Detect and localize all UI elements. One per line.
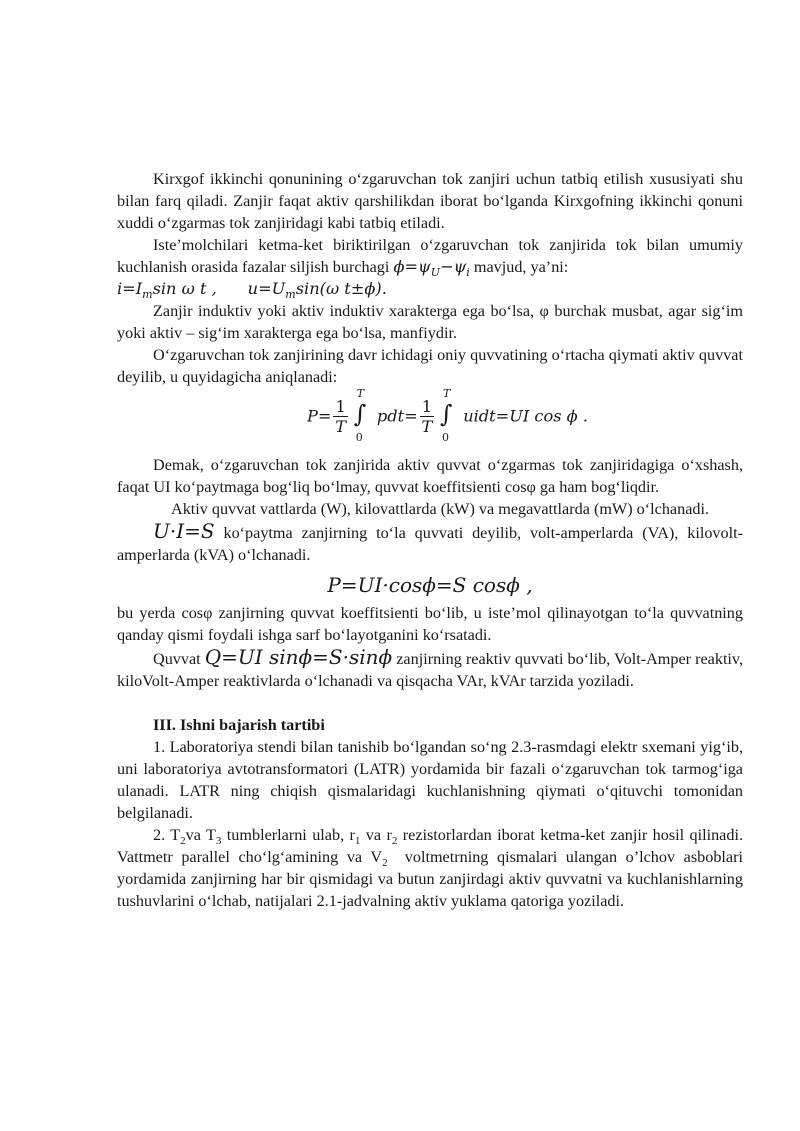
- step-1: 1. Laboratoriya stendi bilan tanishib bo‘lgandan so‘ng 2.3-rasmdagi elektr sxemani yig‘ib, uni laboratoriya avtotransformatori (LATR) yordamida bir fazali o‘zgaruvchan tok tarmog‘iga ulanadi. LATR ning chiqish qismalaridagi kuchlanishning qiymati o‘qituvchi tomonidan belgilanadi.: [117, 738, 743, 822]
- reactive-power-text: zanjirning reaktiv quvvati bo‘lib, Volt-Amper reaktiv, kiloVolt-Amper reaktivlarda o‘lchanadi va qisqacha VAr, kVAr tarzida yoziladi.: [117, 650, 744, 690]
- paragraph-active-power-def: O‘zgaruvchan tok zanjirining davr ichidagi oniy quvvatining o‘rtacha qiymati aktiv quvvat deyilib, u quyidagicha aniqlanadi:: [117, 346, 743, 386]
- paragraph-angle-sign: Zanjir induktiv yoki aktiv induktiv xarakterga ega bo‘lsa, φ burchak musbat, agar sig‘im yoki aktiv – sig‘im xarakterga ega bo‘lsa, manfiydir.: [117, 302, 743, 342]
- document-page: [117, 168, 743, 912]
- paragraph-kirchhoff: Kirxgof ikkinchi qonunining o‘zgaruvchan tok zanjiri uchun tatbiq etilish xususiyati shu bilan farq qiladi. Zanjir faqat aktiv qarshilikdan iborat bo‘lganda Kirxgofning ikkinchi qonuni xuddi o‘zgarmas tok zanjiridagi kabi tatbiq etiladi.: [117, 170, 743, 232]
- apparent-power-formula: U·I=S: [153, 519, 215, 543]
- phase-formula: $\phi=\psi_U-\psi_i$: [393, 257, 470, 280]
- paragraph-cos-phi: bu yerda cosφ zanjirning quvvat koeffitsienti bo‘lib, u iste’mol qilinayotgan to‘la quvvatning qanday qismi foydali ishga sarf bo‘layotganini ko‘rsatadi.: [117, 604, 743, 644]
- paragraph-power-factor: Demak, o‘zgaruvchan tok zanjirida aktiv quvvat o‘zgarmas tok zanjiridagiga o‘xshash, faqat UI ko‘paytmaga bog‘liq bo‘lmay, quvvat koeffitsienti cosφ ga ham bog‘liqdir.: [117, 456, 743, 496]
- reactive-lead: Quvvat: [153, 650, 201, 668]
- apparent-power-text: ko‘paytma zanjirning to‘la quvvati deyilib, volt-amperlarda (VA), kilovolt-amperlarda (kVA) o‘lchanadi.: [117, 524, 743, 564]
- paragraph-phase-shift: [117, 234, 743, 300]
- paragraph-reactive-power: [117, 646, 743, 692]
- reactive-power-formula: Q=UI sinϕ=S·sinϕ: [204, 645, 393, 669]
- power-equation: P=UI·cosϕ=S cosϕ ,: [327, 573, 533, 597]
- paragraph-apparent-power: [117, 520, 743, 566]
- instant-values-formula: $i=I_m\sin$ ω t , $u=U_m\sin(\omega$ t±ϕ).: [117, 279, 387, 302]
- section-title: III. Ishni bajarish tartibi: [153, 716, 325, 734]
- step-2: 2. $T_2va$ $T_3$ tumblerlarni ulab, $r_1$ va $r_2$ rezistorlardan iborat ketma-ket zanjir hosil qilinadi. Vattmetr parallel cho‘lg‘amining va $V_2$ voltmetrning qismalari ulangan o’lchov asboblari yordamida zanjirning har bir qismidagi va butun zanjirdagi aktiv quvvatni va kuchlanishlarning tushuvlarini o‘lchab, natijalari 2.1-jadvalning aktiv yuklama qatoriga yoziladi.: [117, 826, 743, 910]
- phase-shift-text: Iste’molchilari ketma-ket biriktirilgan o‘zgaruvchan tok zanjirida tok bilan umumiy kuchlanish orasida fazalar siljish burchagi: [117, 236, 743, 276]
- paragraph-units: Aktiv quvvat vattlarda (W), kilovattlarda (kW) va megavattlarda (mW) o‘lchanadi.: [171, 500, 710, 518]
- phase-shift-mid: mavjud, ya’ni:: [473, 258, 569, 276]
- active-power-integral-equation: P= $\frac{1}{T}$ T ∫ 0 pdt= $\frac{1}{T}$ T ∫ 0 uidt=UI cos ϕ .: [307, 387, 588, 444]
